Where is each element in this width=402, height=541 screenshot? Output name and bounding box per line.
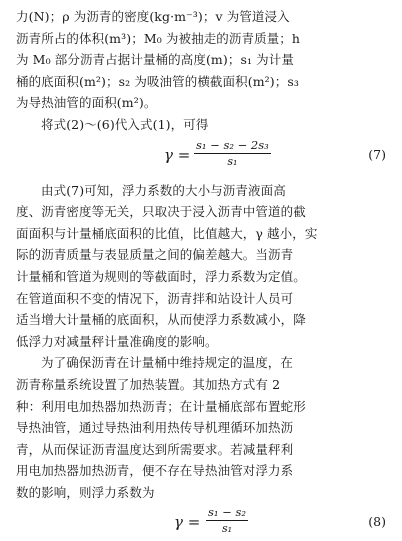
equation-denominator: s₁	[227, 154, 238, 168]
text-line: 用电加热器加热沥青，便不存在导热油管对浮力系	[16, 463, 294, 479]
equation-7	[16, 138, 386, 174]
text-line: 际的沥青质量与表显质量之间的偏差越大。当沥青	[16, 247, 294, 263]
text-line: 青，从而保证沥青温度达到所需要求。若减量秤利	[16, 441, 294, 457]
text-line: 为 M₀ 部分沥青占据计量桶的高度(m)；s₁ 为计量	[16, 52, 294, 68]
equation-numerator: s₁ − s₂	[208, 505, 246, 520]
equation-8	[16, 505, 386, 541]
equation-numerator: s₁ − s₂ − 2s₃	[196, 137, 269, 152]
text-line: 度、沥青密度等无关，只取决于浸入沥青中管道的截	[16, 204, 306, 220]
paragraph-analysis	[16, 180, 386, 353]
equation-fraction	[194, 138, 271, 169]
equation-lhs: γ =	[174, 513, 201, 532]
equation-number: (8)	[368, 514, 386, 530]
paragraph-heating	[16, 352, 386, 503]
paragraph-substitution: 将式(2)～(6)代入式(1)，可得	[41, 116, 209, 132]
equation-fraction	[206, 505, 248, 536]
text-line: 导热油管，通过导热油利用热传导机理循环加热沥	[16, 420, 294, 436]
text-line: 面面积与计量桶底面积的比值，比值越大，γ 越小，实	[16, 225, 318, 241]
equation-denominator: s₁	[221, 522, 233, 536]
equation-lhs: γ =	[164, 145, 191, 164]
text-line: 沥青所占的体积(m³)；M₀ 为被抽走的沥青质量；h	[16, 30, 301, 46]
paragraph-definitions	[16, 6, 386, 114]
text-line: 计量桶和管道为规则的等截面时，浮力系数为定值。	[16, 268, 306, 284]
text-line: 在管道面积不变的情况下，沥青拌和站设计人员可	[16, 290, 294, 306]
text-line: 力(N)；ρ 为沥青的密度(kg·m⁻³)；v 为管道浸入	[16, 9, 290, 24]
text-line: 为导热油管的面积(m²)。	[16, 95, 157, 111]
text-line: 桶的底面积(m²)；s₂ 为吸油管的横截面积(m²)；s₃	[16, 73, 299, 89]
text-line: 数的影响，则浮力系数为	[16, 484, 155, 500]
text-line: 沥青称量系统设置了加热装置。其加热方式有 2	[16, 376, 281, 392]
equation-number: (7)	[368, 146, 386, 162]
text-line: 适当增大计量桶的底面积，从而使浮力系数减小，降	[16, 312, 306, 328]
text-line: 由式(7)可知，浮力系数的大小与沥青液面高	[41, 182, 286, 198]
text-line: 种：利用电加热器加热沥青；在计量桶底部布置蛇形	[16, 398, 306, 414]
text-line: 为了确保沥青在计量桶中维持规定的温度，在	[41, 355, 294, 371]
text-line: 低浮力对减量秤计量准确度的影响。	[16, 333, 218, 349]
